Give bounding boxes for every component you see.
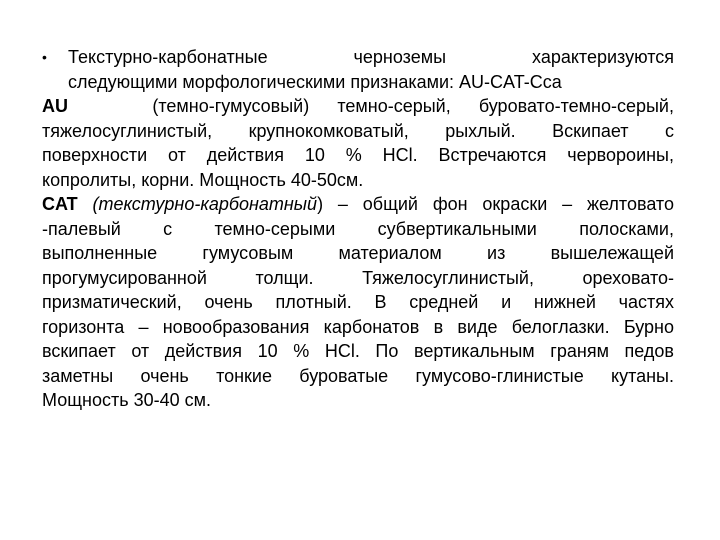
intro-text [68,45,674,94]
slide-body [42,45,674,413]
bullet-marker: • [42,49,47,65]
au-line-4: копролиты, корни. Мощность 40-50см. [42,169,364,190]
cat-line-2: -палевый с темно-серыми субвертикальными полосками, [42,218,674,239]
cat-line-7: вскипает от действия 10 % HCl. По вертикальным граням педов [42,341,674,361]
cat-name: (текстурно-карбонатный [92,194,318,214]
cat-line-9: Мощность 30-40 см. [42,390,212,410]
cat-line-1-rest: ) – общий фон окраски – желтовато [317,194,674,214]
au-line-2: тяжелосуглинистый, крупнокомковатый, рыхлый. Вскипает с [42,120,674,141]
cat-horizon-description [42,192,674,413]
intro-bullet [42,45,674,94]
cat-line-6: горизонта – новообразования карбонатов в виде белоглазки. Бурно [42,316,674,337]
au-line-1 [42,94,674,119]
intro-line-2: следующими морфологическими признаками: AU-CAT-Cca [68,71,562,92]
cat-line-3: выполненные гумусовым материалом из вышележащей [42,243,674,263]
au-code: AU [42,96,68,116]
cat-line-8: заметны очень тонкие буроватые гумусово-глинистые кутаны. [42,365,674,386]
intro-line-1: Текстурно-карбонатные черноземы характеризуются [68,47,674,67]
au-horizon-description [42,94,674,192]
au-line-3: поверхности от действия 10 % HCl. Встречаются червороины, [42,145,674,165]
au-line-1-text: (темно-гумусовый) темно-серый, буровато-темно-серый, [152,96,674,116]
cat-line-1 [42,192,674,217]
cat-line-4: прогумусированной толщи. Тяжелосуглинистый, ореховато- [42,267,674,288]
cat-line-5: призматический, очень плотный. В средней и нижней частях [42,292,674,312]
cat-code: CAT [42,194,78,214]
